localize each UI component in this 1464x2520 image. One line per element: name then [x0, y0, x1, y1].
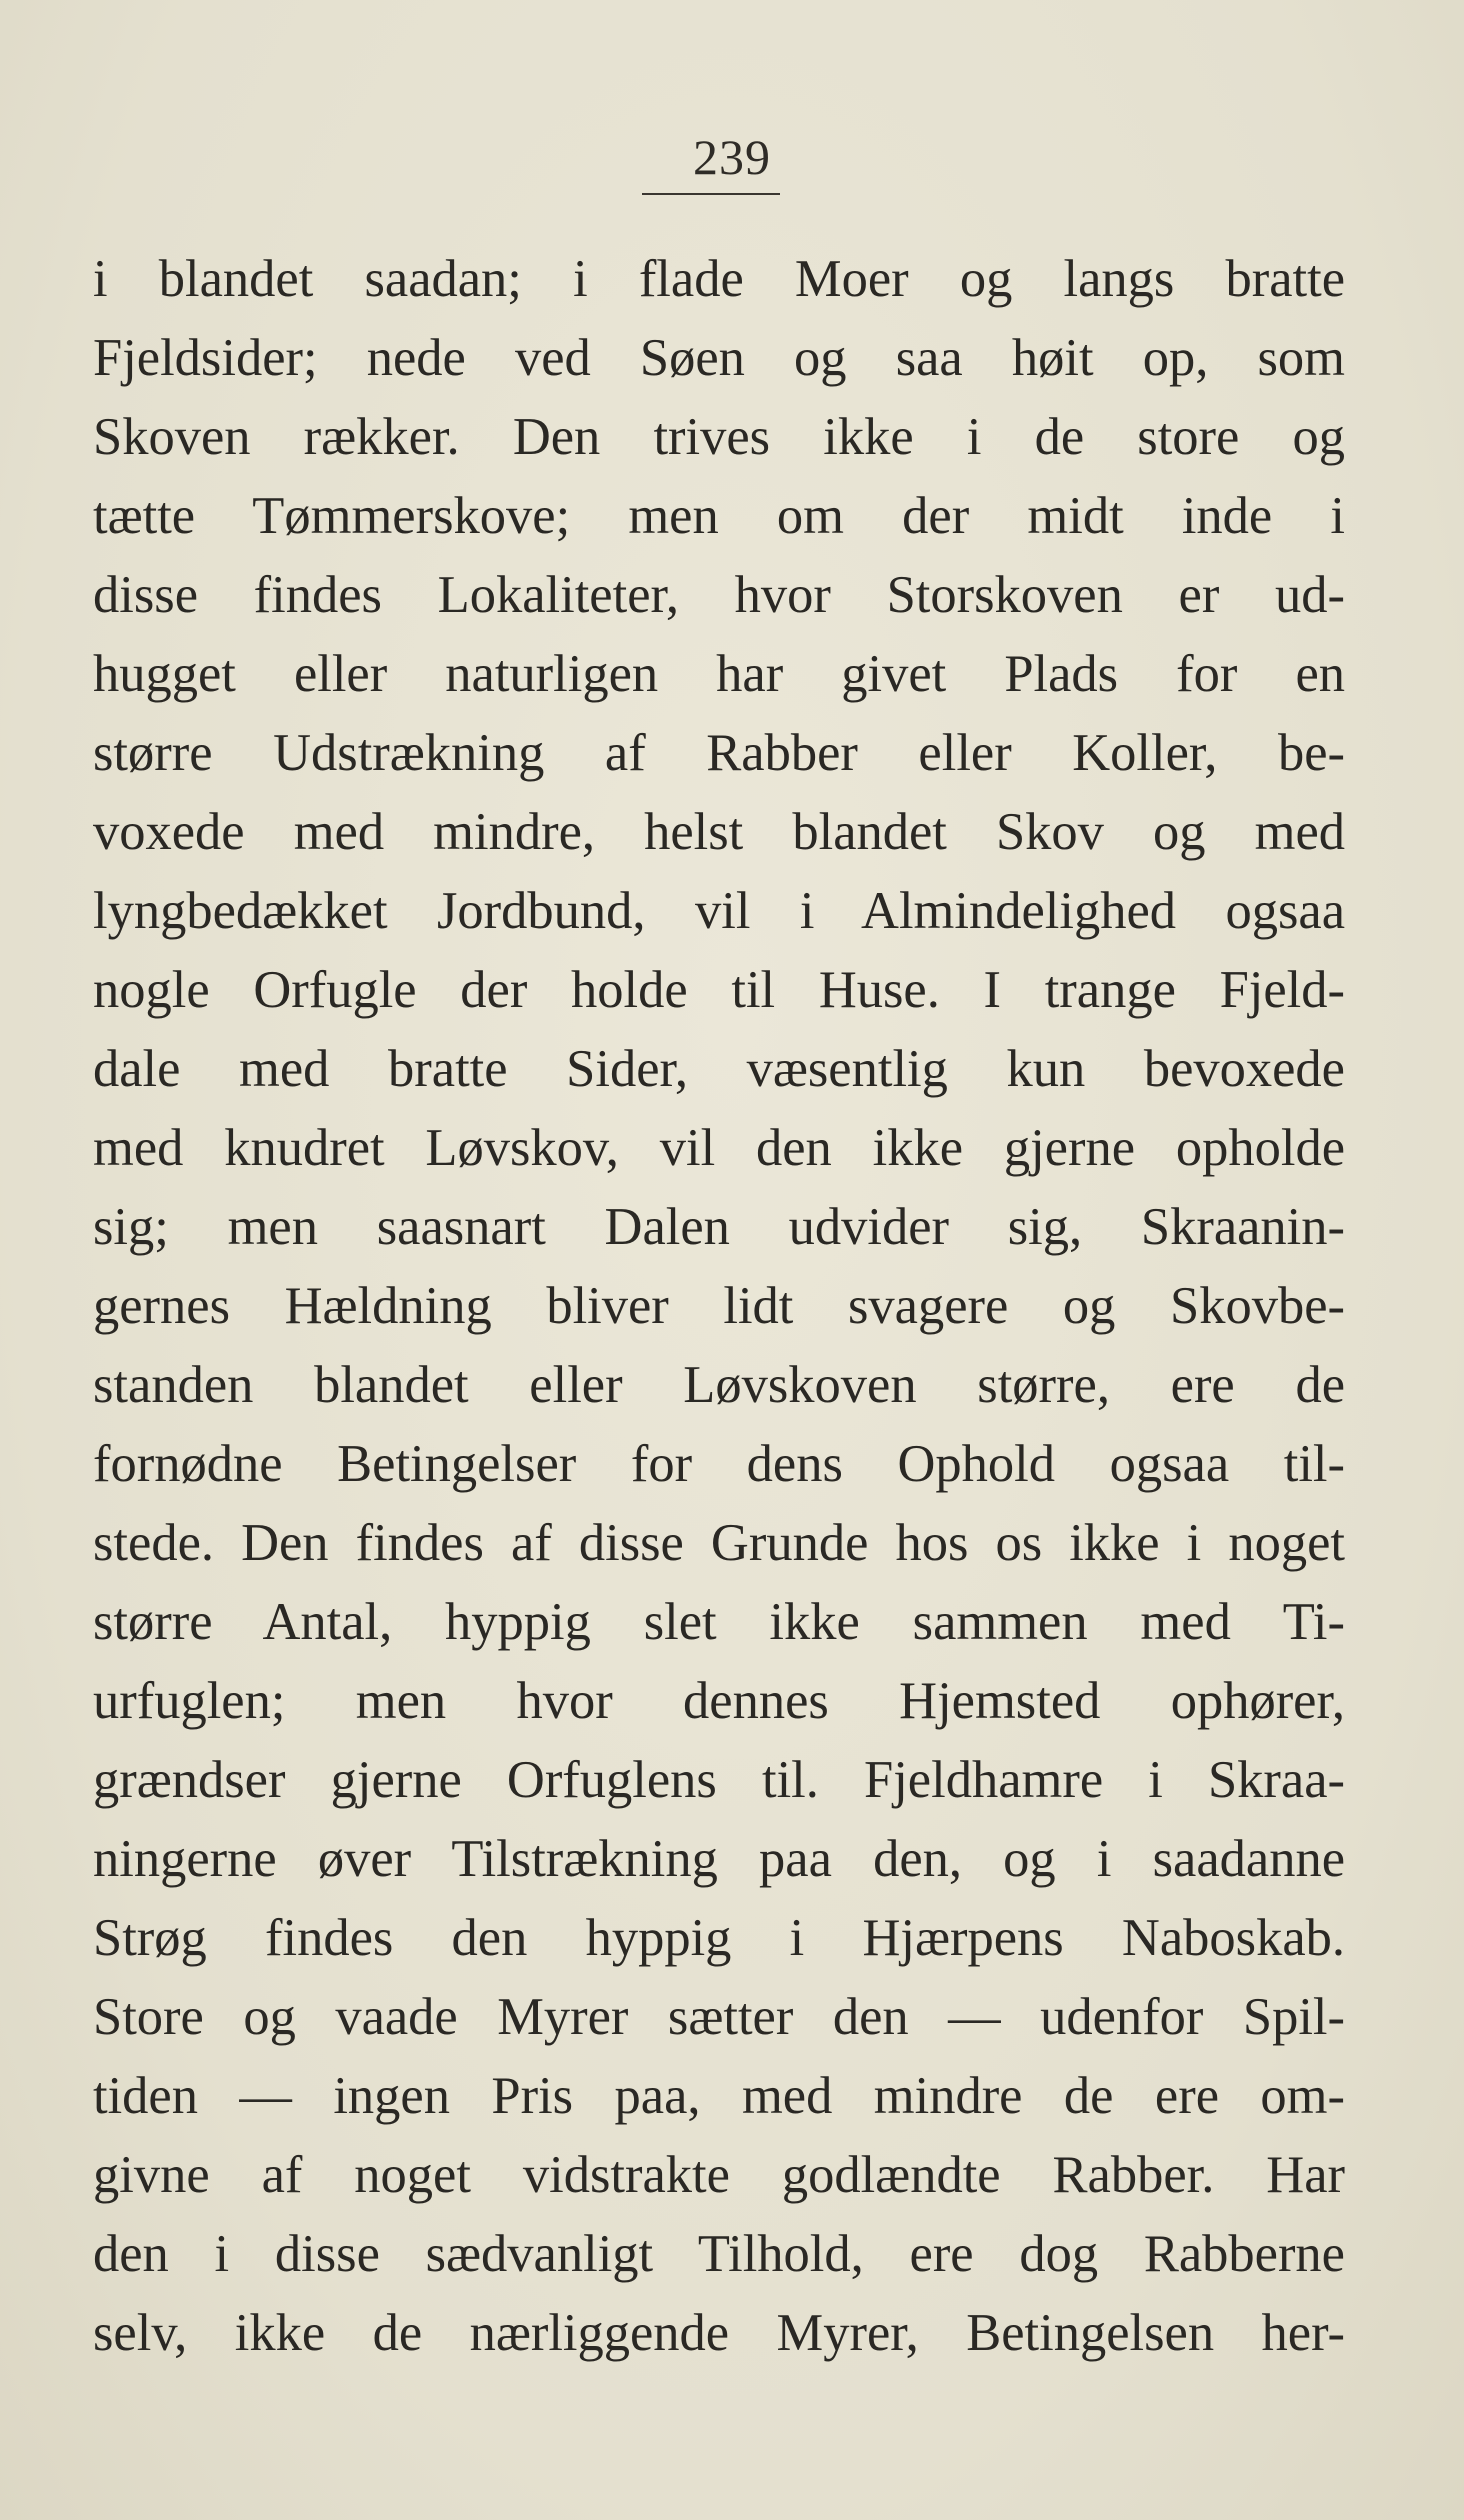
- text-line: den i disse sædvanligt Tilhold, ere dog Rabberne: [93, 2225, 1345, 2283]
- text-line: standen blandet eller Løvskoven større, ere de: [93, 1356, 1345, 1414]
- page-number-rule: [642, 193, 780, 195]
- text-line: selv, ikke de nærliggende Myrer, Betingelsen her-: [93, 2304, 1345, 2362]
- text-line: større Udstrækning af Rabber eller Koller, be-: [93, 724, 1345, 782]
- text-line: i blandet saadan; i flade Moer og langs bratte: [93, 250, 1345, 308]
- text-line: givne af noget vidstrakte godlændte Rabber. Har: [93, 2146, 1345, 2204]
- text-line: lyngbedækket Jordbund, vil i Almindelighed ogsaa: [93, 882, 1345, 940]
- text-line: Skoven rækker. Den trives ikke i de store og: [93, 408, 1345, 466]
- text-line: med knudret Løvskov, vil den ikke gjerne opholde: [93, 1119, 1345, 1177]
- text-line: Strøg findes den hyppig i Hjærpens Naboskab.: [93, 1909, 1345, 1967]
- text-line: nogle Orfugle der holde til Huse. I trange Fjeld-: [93, 961, 1345, 1019]
- text-line: tætte Tømmerskove; men om der midt inde i: [93, 487, 1345, 545]
- text-line: Fjeldsider; nede ved Søen og saa høit op, som: [93, 329, 1345, 387]
- text-line: gernes Hældning bliver lidt svagere og Skovbe-: [93, 1277, 1345, 1335]
- text-line: disse findes Lokaliteter, hvor Storskoven er ud-: [93, 566, 1345, 624]
- text-line: tiden — ingen Pris paa, med mindre de ere om-: [93, 2067, 1345, 2125]
- text-line: større Antal, hyppig slet ikke sammen med Ti-: [93, 1593, 1345, 1651]
- text-line: grændser gjerne Orfuglens til. Fjeldhamre i Skraa-: [93, 1751, 1345, 1809]
- body-text: [93, 240, 1345, 2373]
- text-line: stede. Den findes af disse Grunde hos os ikke i noget: [93, 1514, 1345, 1572]
- text-line: hugget eller naturligen har givet Plads for en: [93, 645, 1345, 703]
- page-number: 239: [693, 129, 771, 185]
- text-line: Store og vaade Myrer sætter den — udenfor Spil-: [93, 1988, 1345, 2046]
- text-line: voxede med mindre, helst blandet Skov og med: [93, 803, 1345, 861]
- text-line: dale med bratte Sider, væsentlig kun bevoxede: [93, 1040, 1345, 1098]
- text-line: urfuglen; men hvor dennes Hjemsted ophører,: [93, 1672, 1345, 1730]
- text-line: ningerne øver Tilstrækning paa den, og i saadanne: [93, 1830, 1345, 1888]
- text-line: fornødne Betingelser for dens Ophold ogsaa til-: [93, 1435, 1345, 1493]
- text-line: sig; men saasnart Dalen udvider sig, Skraanin-: [93, 1198, 1345, 1256]
